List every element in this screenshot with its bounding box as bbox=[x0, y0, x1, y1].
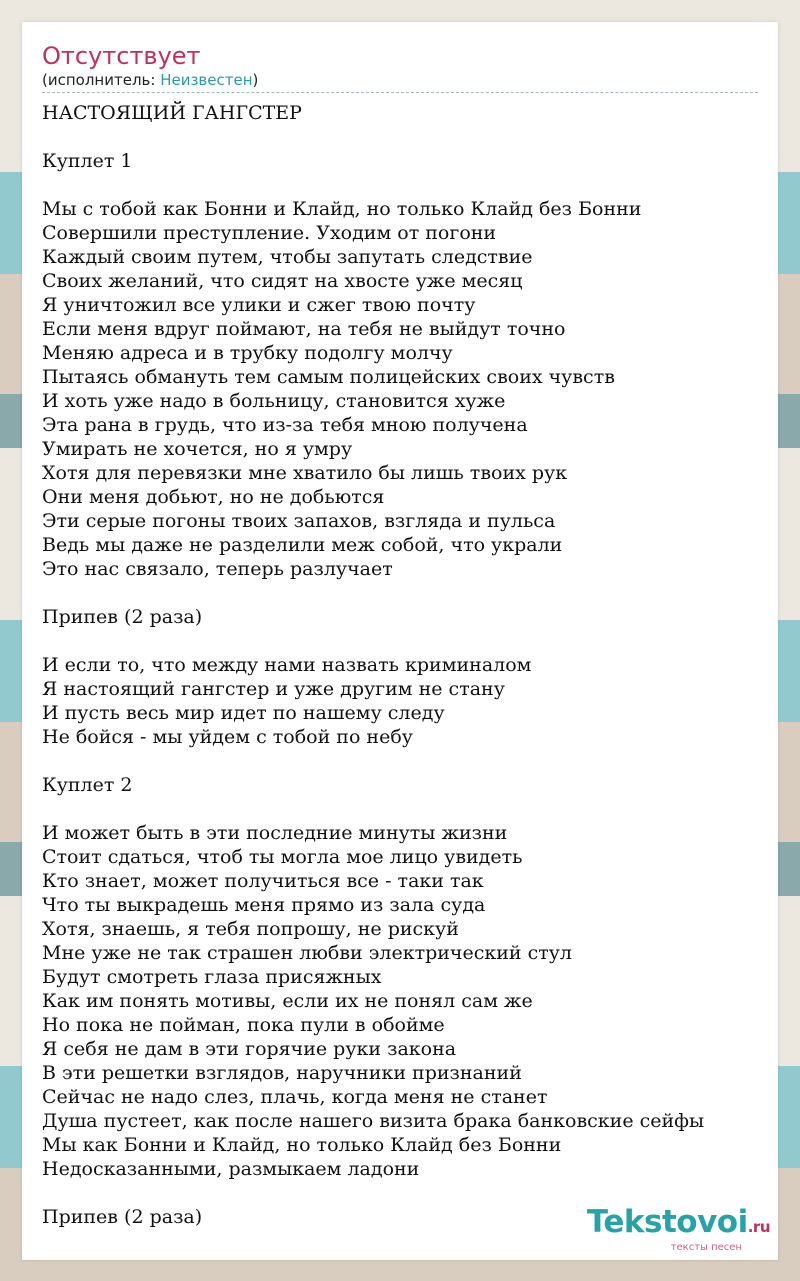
lyrics-line: Каждый своим путем, чтобы запутать следствие bbox=[42, 246, 533, 268]
site-logo[interactable] bbox=[587, 1206, 770, 1253]
lyrics-blank-line bbox=[42, 581, 758, 605]
lyrics-line: Что ты выкрадешь меня прямо из зала суда bbox=[42, 894, 486, 916]
lyrics-line: Сейчас не надо слез, плачь, когда меня не станет bbox=[42, 1086, 548, 1108]
lyrics-line: Стоит сдаться, чтоб ты могла мое лицо увидеть bbox=[42, 846, 523, 868]
lyrics-blank-line bbox=[42, 125, 758, 149]
lyrics-blank-line bbox=[42, 173, 758, 197]
lyrics-blank-line bbox=[42, 1181, 758, 1205]
lyrics-line: Мы с тобой как Бонни и Клайд, но только Клайд без Бонни bbox=[42, 198, 642, 220]
lyrics-line: Совершили преступление. Уходим от погони bbox=[42, 222, 497, 244]
lyrics-line: Эти серые погоны твоих запахов, взгляда и пульса bbox=[42, 510, 556, 532]
lyrics-line: Я уничтожил все улики и сжег твою почту bbox=[42, 294, 476, 316]
lyrics-text bbox=[42, 101, 758, 1229]
lyrics-line: Не бойся - мы уйдем с тобой по небу bbox=[42, 726, 413, 748]
lyrics-line: Припев (2 раза) bbox=[42, 1206, 203, 1228]
artist-suffix: ) bbox=[252, 71, 259, 89]
lyrics-line: Если меня вдруг поймают, на тебя не выйдут точно bbox=[42, 318, 566, 340]
lyrics-line: И пусть весь мир идет по нашему следу bbox=[42, 702, 445, 724]
lyrics-line: В эти решетки взглядов, наручники признаний bbox=[42, 1062, 522, 1084]
artist-prefix: (исполнитель: bbox=[42, 71, 161, 89]
lyrics-line: Умирать не хочется, но я умру bbox=[42, 438, 353, 460]
lyrics-line: Как им понять мотивы, если их не понял сам же bbox=[42, 990, 533, 1012]
logo-tld: .ru bbox=[747, 1218, 770, 1236]
lyrics-line: Своих желаний, что сидят на хвосте уже месяц bbox=[42, 270, 523, 292]
lyrics-line: Пытаясь обмануть тем самым полицейских своих чувств bbox=[42, 366, 615, 388]
lyrics-line: Будут смотреть глаза присяжных bbox=[42, 966, 382, 988]
lyrics-line: Я настоящий гангстер и уже другим не стану bbox=[42, 678, 505, 700]
lyrics-line: Мы как Бонни и Клайд, но только Клайд без Бонни bbox=[42, 1134, 562, 1156]
lyrics-line: Ведь мы даже не разделили меж собой, что украли bbox=[42, 534, 563, 556]
lyrics-blank-line bbox=[42, 749, 758, 773]
logo-wordmark bbox=[587, 1206, 770, 1243]
lyrics-line: И если то, что между нами назвать криминалом bbox=[42, 654, 532, 676]
lyrics-line: Хотя, знаешь, я тебя попрошу, не рискуй bbox=[42, 918, 459, 940]
lyrics-line: Мне уже не так страшен любви электрический стул bbox=[42, 942, 573, 964]
lyrics-line: Душа пустеет, как после нашего визита брака банковские сейфы bbox=[42, 1110, 705, 1132]
artist-line bbox=[42, 70, 758, 90]
lyrics-line: Куплет 1 bbox=[42, 150, 133, 172]
lyrics-line: Кто знает, может получиться все - таки так bbox=[42, 870, 484, 892]
lyrics-blank-line bbox=[42, 629, 758, 653]
song-title: Отсутствует bbox=[42, 42, 201, 70]
song-header bbox=[42, 42, 758, 93]
lyrics-line: Куплет 2 bbox=[42, 774, 133, 796]
lyrics-line: И хоть уже надо в больницу, становится хуже bbox=[42, 390, 506, 412]
lyrics-line: Они меня добьют, но не добьются bbox=[42, 486, 385, 508]
lyrics-blank-line bbox=[42, 797, 758, 821]
lyrics-line: Хотя для перевязки мне хватило бы лишь твоих рук bbox=[42, 462, 568, 484]
lyrics-line: Я себя не дам в эти горячие руки закона bbox=[42, 1038, 457, 1060]
logo-tagline: тексты песен bbox=[670, 1242, 742, 1253]
lyrics-line: Припев (2 раза) bbox=[42, 606, 203, 628]
lyrics-card bbox=[22, 22, 778, 1260]
logo-name: Tekstovoi bbox=[586, 1204, 748, 1240]
lyrics-line: И может быть в эти последние минуты жизни bbox=[42, 822, 508, 844]
lyrics-line: Эта рана в грудь, что из-за тебя мною получена bbox=[42, 414, 528, 436]
lyrics-line: Но пока не пойман, пока пули в обойме bbox=[42, 1014, 445, 1036]
lyrics-line: Это нас связало, теперь разлучает bbox=[42, 558, 393, 580]
artist-link[interactable]: Неизвестен bbox=[160, 71, 253, 89]
lyrics-line: Меняю адреса и в трубку подолгу молчу bbox=[42, 342, 453, 364]
lyrics-line: НАСТОЯЩИЙ ГАНГСТЕР bbox=[42, 102, 302, 124]
lyrics-line: Недосказанными, размыкаем ладони bbox=[42, 1158, 420, 1180]
